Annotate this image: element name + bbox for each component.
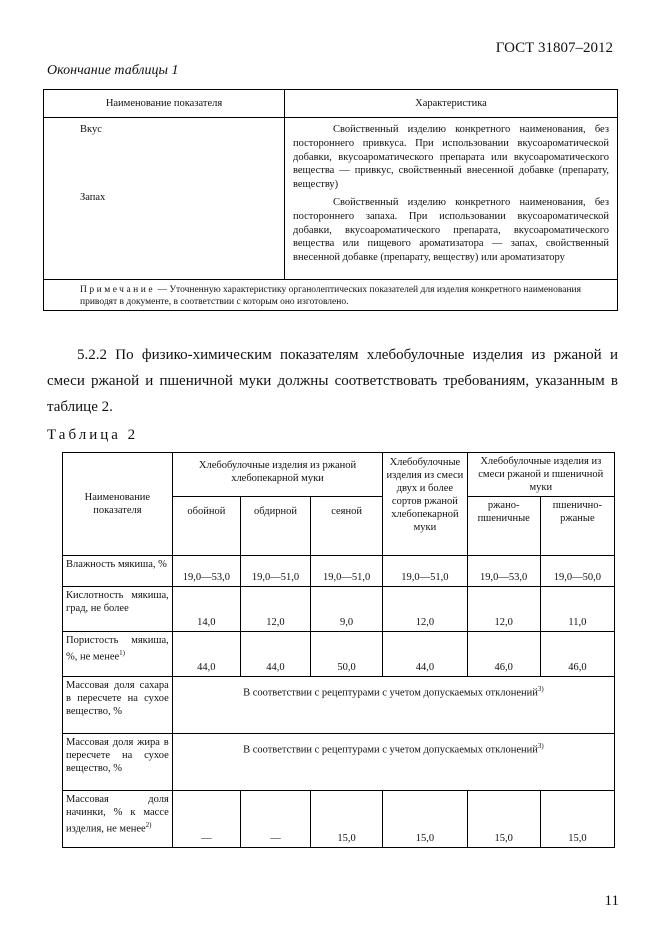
table-1 [43,89,618,311]
cell-value: 15,0 [311,791,383,848]
cell-value: 15,0 [383,791,467,848]
table-2-col-oboy: обойной [172,497,240,556]
table-2-col-rye-wheat: ржано-пшеничные [467,497,540,556]
table-1-note [44,280,618,311]
table-1-body-row [44,118,618,280]
row-name [63,791,173,848]
row-name: Массовая доля сахара в пересчете на сухое вещество, % [63,677,173,734]
table-2-group-rye: Хлебобулочные изделия из ржаной хлебопекарной муки [172,453,382,497]
cell-value: 44,0 [172,632,240,677]
indicator-taste: Вкус [80,124,102,135]
table-1-note-row [44,280,618,311]
merged-cell [172,734,614,791]
table-2-col-seyan: сеяной [311,497,383,556]
table-row [63,587,615,632]
cell-value: — [172,791,240,848]
table-continuation-caption: Окончание таблицы 1 [47,63,179,78]
cell-value: 19,0—50,0 [540,556,614,587]
paragraph-5-2-2: 5.2.2 По физико-химическим показателям хлебобулочные изделия из ржаной и смеси ржаной и пшеничной муки должны соответствовать требованиям, указанным в таблице 2. [47,347,618,415]
table-2-group-rye-wheat: Хлебобулочные изделия из смеси ржаной и пшеничной муки [467,453,614,497]
cell-value: 50,0 [311,632,383,677]
table-2-col-obdir: обдирной [240,497,310,556]
table-2-col-wheat-rye: пшенично-ржаные [540,497,614,556]
cell-value: 19,0—53,0 [172,556,240,587]
note-text: — Уточненную характеристику органолептических показателей для изделия конкретного наименования приводят в документе, в соответствии с которым оно изготовлено. [80,285,581,307]
note-label: Примечание [80,285,156,295]
table-2-col-indicator: Наименование показателя [63,453,173,556]
row-name [63,632,173,677]
table-1-col-name: Наименование показателя [44,90,285,118]
cell-value: 12,0 [383,587,467,632]
cell-value: 14,0 [172,587,240,632]
table-row [63,677,615,734]
table-2-group-mix-rye: Хлебобулочные изделия из смеси двух и более сортов ржаной хлебопекарной муки [383,453,467,556]
cell-value: — [240,791,310,848]
cell-value: 19,0—51,0 [311,556,383,587]
cell-value: 19,0—51,0 [383,556,467,587]
merged-cell-text: В соответствии с рецептурами с учетом допускаемых отклонений [243,744,538,756]
cell-value: 46,0 [540,632,614,677]
table-row [63,791,615,848]
cell-value: 15,0 [467,791,540,848]
taste-characteristic: Свойственный изделию конкретного наименования, без постороннего привкуса. При использовании вкусоароматической добавки, вкусоароматического препарата или вкусоароматического вещества — привкус, свойственный внесенной добавке (препарату, веществу) [293,124,609,191]
page-number: 11 [604,893,619,909]
smell-characteristic: Свойственный изделию конкретного наименования, без постороннего запаха. При использовании вкусоароматической добавки, вкусоароматического препарата, вкусоароматического вещества или пищевого ароматизатора — запах, свойственный внесенной добавке (препарату, веществу) или ароматизатору [293,196,609,264]
row-name: Влажность мякиша, % [63,556,173,587]
cell-value: 11,0 [540,587,614,632]
merged-cell-text: В соответствии с рецептурами с учетом допускаемых отклонений [243,687,538,699]
table-row [63,556,615,587]
table-2-caption: Таблица 2 [47,427,139,443]
row-name-text: Пористость мякиша, %, не менее [66,635,169,663]
row-name: Кислотность мякиша, град, не более [63,587,173,632]
footnote-marker: 3) [537,742,544,750]
cell-value: 12,0 [467,587,540,632]
merged-cell [172,677,614,734]
footnote-marker: 3) [537,685,544,693]
cell-value: 19,0—51,0 [240,556,310,587]
cell-value: 46,0 [467,632,540,677]
table-row [63,632,615,677]
cell-value: 9,0 [311,587,383,632]
table-1-header-row [44,90,618,118]
footnote-marker: 1) [119,649,125,657]
table-row [63,734,615,791]
table-1-names-cell [44,118,285,280]
row-name: Массовая доля жира в пересчете на сухое вещество, % [63,734,173,791]
footnote-marker: 2) [145,821,152,829]
table-2-header-row-1 [63,453,615,497]
cell-value: 19,0—53,0 [467,556,540,587]
row-name-text: Массовая доля начинки, % к массе изделия, не менее [66,794,169,835]
standard-code: ГОСТ 31807–2012 [495,40,613,56]
indicator-smell: Запах [80,192,106,203]
cell-value: 44,0 [240,632,310,677]
cell-value: 15,0 [540,791,614,848]
table-2 [62,452,615,848]
table-1-col-characteristic: Характеристика [285,90,618,118]
table-1-characteristics-cell [285,118,618,280]
cell-value: 44,0 [383,632,467,677]
cell-value: 12,0 [240,587,310,632]
